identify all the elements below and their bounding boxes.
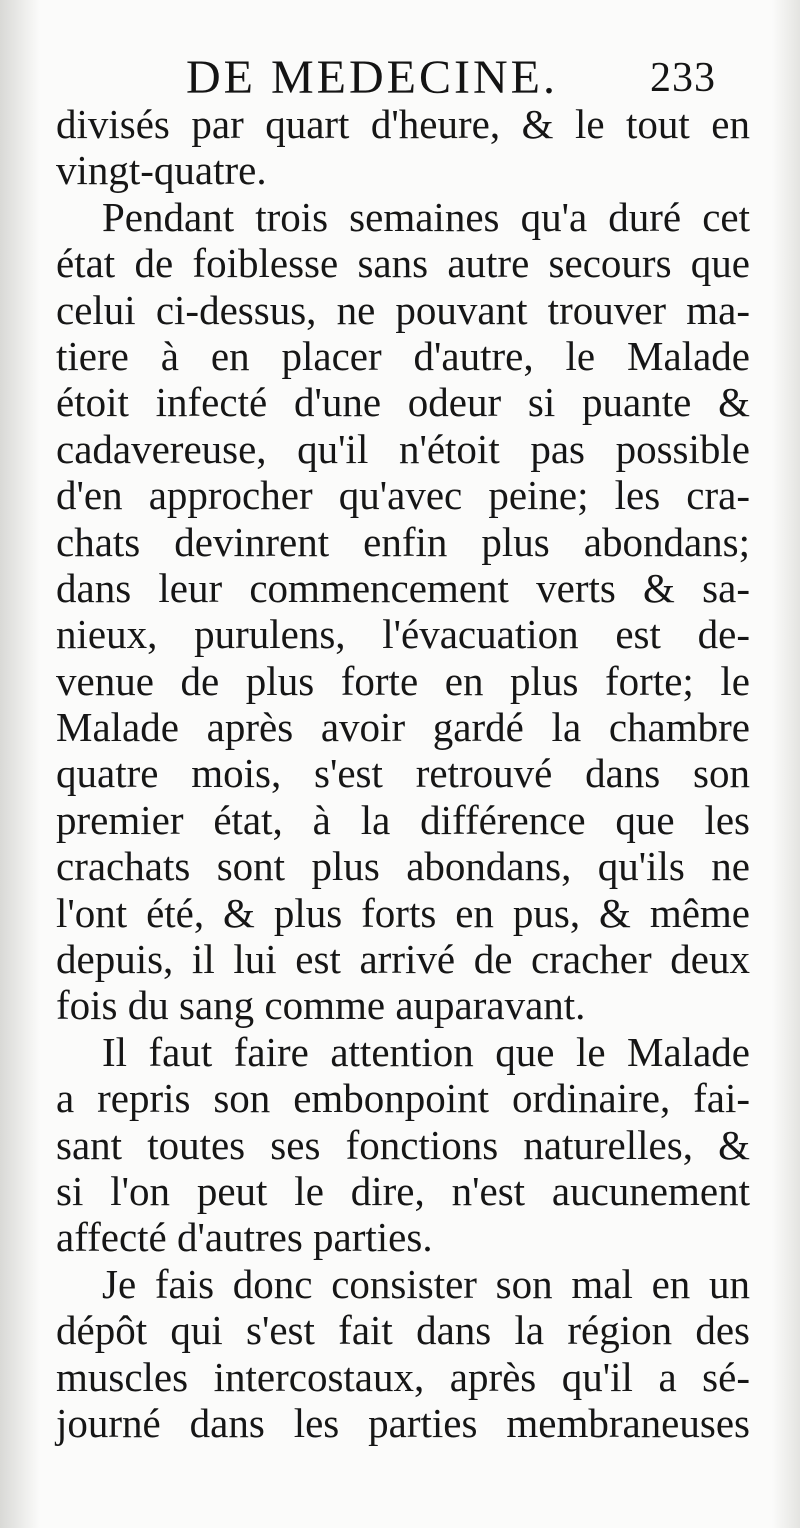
- text-line: nieux, purulens, l'évacuation est de-: [56, 611, 750, 658]
- text-line: divisés par quart d'heure, & le tout en: [56, 101, 750, 147]
- text-line: depuis, il lui est arrivé de cracher deux: [56, 936, 750, 983]
- text-line: si l'on peut le dire, n'est aucunement: [56, 1167, 750, 1214]
- running-head: [0, 48, 800, 108]
- running-title: DE MEDECINE.: [186, 51, 558, 104]
- text-line: muscles intercostaux, après qu'il a sé-: [56, 1353, 750, 1400]
- text-line: quatre mois, s'est retrouvé dans son: [56, 750, 750, 797]
- page-edge-shadow-right: [772, 0, 800, 1528]
- text-line: celui ci-dessus, ne pouvant trouver ma-: [56, 286, 750, 333]
- text-line: dans leur commencement verts & sa-: [56, 564, 750, 611]
- text-line: état de foiblesse sans autre secours que: [56, 240, 750, 287]
- text-line: Pendant trois semaines qu'a duré cet: [102, 193, 750, 240]
- text-line: cadavereuse, qu'il n'étoit pas possible: [56, 425, 750, 472]
- text-line: Il faut faire attention que le Malade: [102, 1028, 750, 1075]
- body-text: [56, 101, 750, 1446]
- page-number: 233: [650, 55, 716, 101]
- text-line: tiere à en placer d'autre, le Malade: [56, 332, 750, 379]
- text-line: a repris son embonpoint ordinaire, fai-: [56, 1075, 750, 1122]
- text-line: fois du sang comme auparavant.: [56, 982, 586, 1029]
- text-line: l'ont été, & plus forts en pus, & même: [56, 889, 750, 936]
- text-line: étoit infecté d'une odeur si puante &: [56, 379, 750, 426]
- text-line: dépôt qui s'est fait dans la région des: [56, 1307, 750, 1354]
- text-line: Je fais donc consister son mal en un: [102, 1260, 750, 1307]
- page-edge-shadow-left: [0, 0, 40, 1528]
- text-line: vingt-quatre.: [56, 147, 267, 194]
- text-line: affecté d'autres parties.: [56, 1214, 433, 1261]
- text-line: Malade après avoir gardé la chambre: [56, 704, 750, 751]
- text-line: d'en approcher qu'avec peine; les cra-: [56, 472, 750, 519]
- text-line: journé dans les parties membraneuses: [56, 1399, 750, 1446]
- text-line: sant toutes ses fonctions naturelles, &: [56, 1121, 750, 1168]
- text-line: premier état, à la différence que les: [56, 796, 750, 843]
- text-line: chats devinrent enfin plus abondans;: [56, 518, 750, 565]
- text-line: venue de plus forte en plus forte; le: [56, 657, 750, 704]
- text-line: crachats sont plus abondans, qu'ils ne: [56, 843, 750, 890]
